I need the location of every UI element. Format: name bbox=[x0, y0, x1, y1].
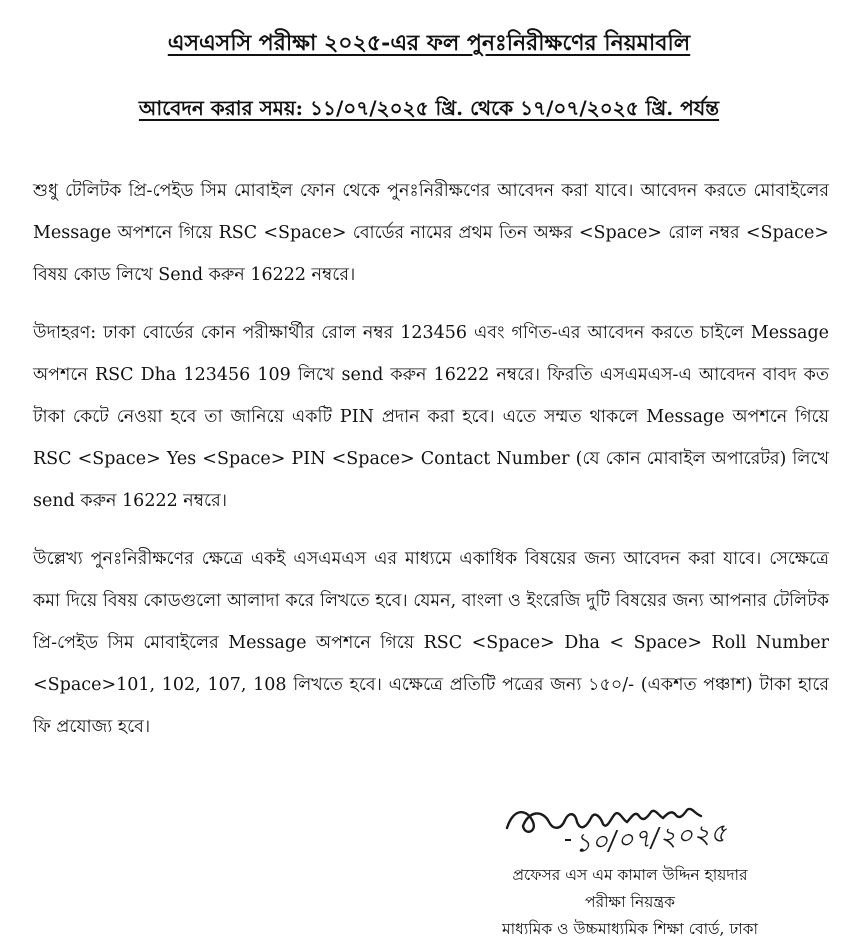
notice-title-text: এসএসসি পরীক্ষা ২০২৫-এর ফল পুনঃনিরীক্ষণের নিয়মাবলি bbox=[167, 30, 691, 56]
signer-office: মাধ্যমিক ও উচ্চমাধ্যমিক শিক্ষা বোর্ড, ঢাকা bbox=[502, 920, 758, 938]
paragraph-example: উদাহরণ: ঢাকা বোর্ডের কোন পরীক্ষার্থীর রোল নম্বর 123456 এবং গণিত-এর আবেদন করতে চাইলে Message অপশনে RSC Dha 123456 109 লিখে send করুন 16222 নম্বরে। ফিরতি এসএমএস-এ আবেদন বাবদ কত টাকা কেটে নেওয়া হবে তা জানিয়ে একটি PIN প্রদান করা হবে। এতে সম্মত থাকলে Message অপশনে গিয়ে RSC <Space> Yes <Space> PIN <Space> Contact Number (যে কোন মোবাইল অপারেটর) লিখে send করুন 16222 নম্বরে। bbox=[33, 323, 829, 511]
application-period bbox=[0, 94, 858, 127]
notice-body bbox=[33, 170, 829, 764]
signer-designation: পরীক্ষা নিয়ন্ত্রক bbox=[585, 893, 675, 911]
signer-name: প্রফেসর এস এম কামাল উদ্দিন হায়দার bbox=[512, 866, 748, 884]
signature-date: ১০/০৭/২০২৫ bbox=[573, 818, 728, 859]
handwritten-signature bbox=[505, 796, 765, 860]
paragraph-note: উল্লেখ্য পুনঃনিরীক্ষণের ক্ষেত্রে একই এসএমএস এর মাধ্যমে একাধিক বিষয়ের জন্য আবেদন করা যাবে। সেক্ষেত্রে কমা দিয়ে বিষয় কোডগুলো আলাদা করে লিখতে হবে। যেমন, বাংলা ও ইংরেজি দুটি বিষয়ের জন্য আপনার টেলিটক প্রি-পেইড সিম মোবাইলের Message অপশনে গিয়ে RSC <Space> Dha < Space> Roll Number <Space>101, 102, 107, 108 লিখতে হবে। এক্ষেত্রে প্রতিটি পত্রের জন্য ১৫০/- (একশত পঞ্চাশ) টাকা হারে ফি প্রযোজ্য হবে। bbox=[33, 549, 829, 737]
signer-block bbox=[460, 862, 800, 943]
application-period-text: আবেদন করার সময়: ১১/০৭/২০২৫ খ্রি. থেকে ১৭/০৭/২০২৫ খ্রি. পর্যন্ত bbox=[138, 96, 720, 120]
notice-title bbox=[0, 26, 858, 63]
paragraph-instructions: শুধু টেলিটক প্রি-পেইড সিম মোবাইল ফোন থেকে পুনঃনিরীক্ষণের আবেদন করা যাবে। আবেদন করতে মোবাইলের Message অপশনে গিয়ে RSC <Space> বোর্ডের নামের প্রথম তিন অক্ষর <Space> রোল নম্বর <Space> বিষয় কোড লিখে Send করুন 16222 নম্বরে। bbox=[33, 181, 829, 285]
